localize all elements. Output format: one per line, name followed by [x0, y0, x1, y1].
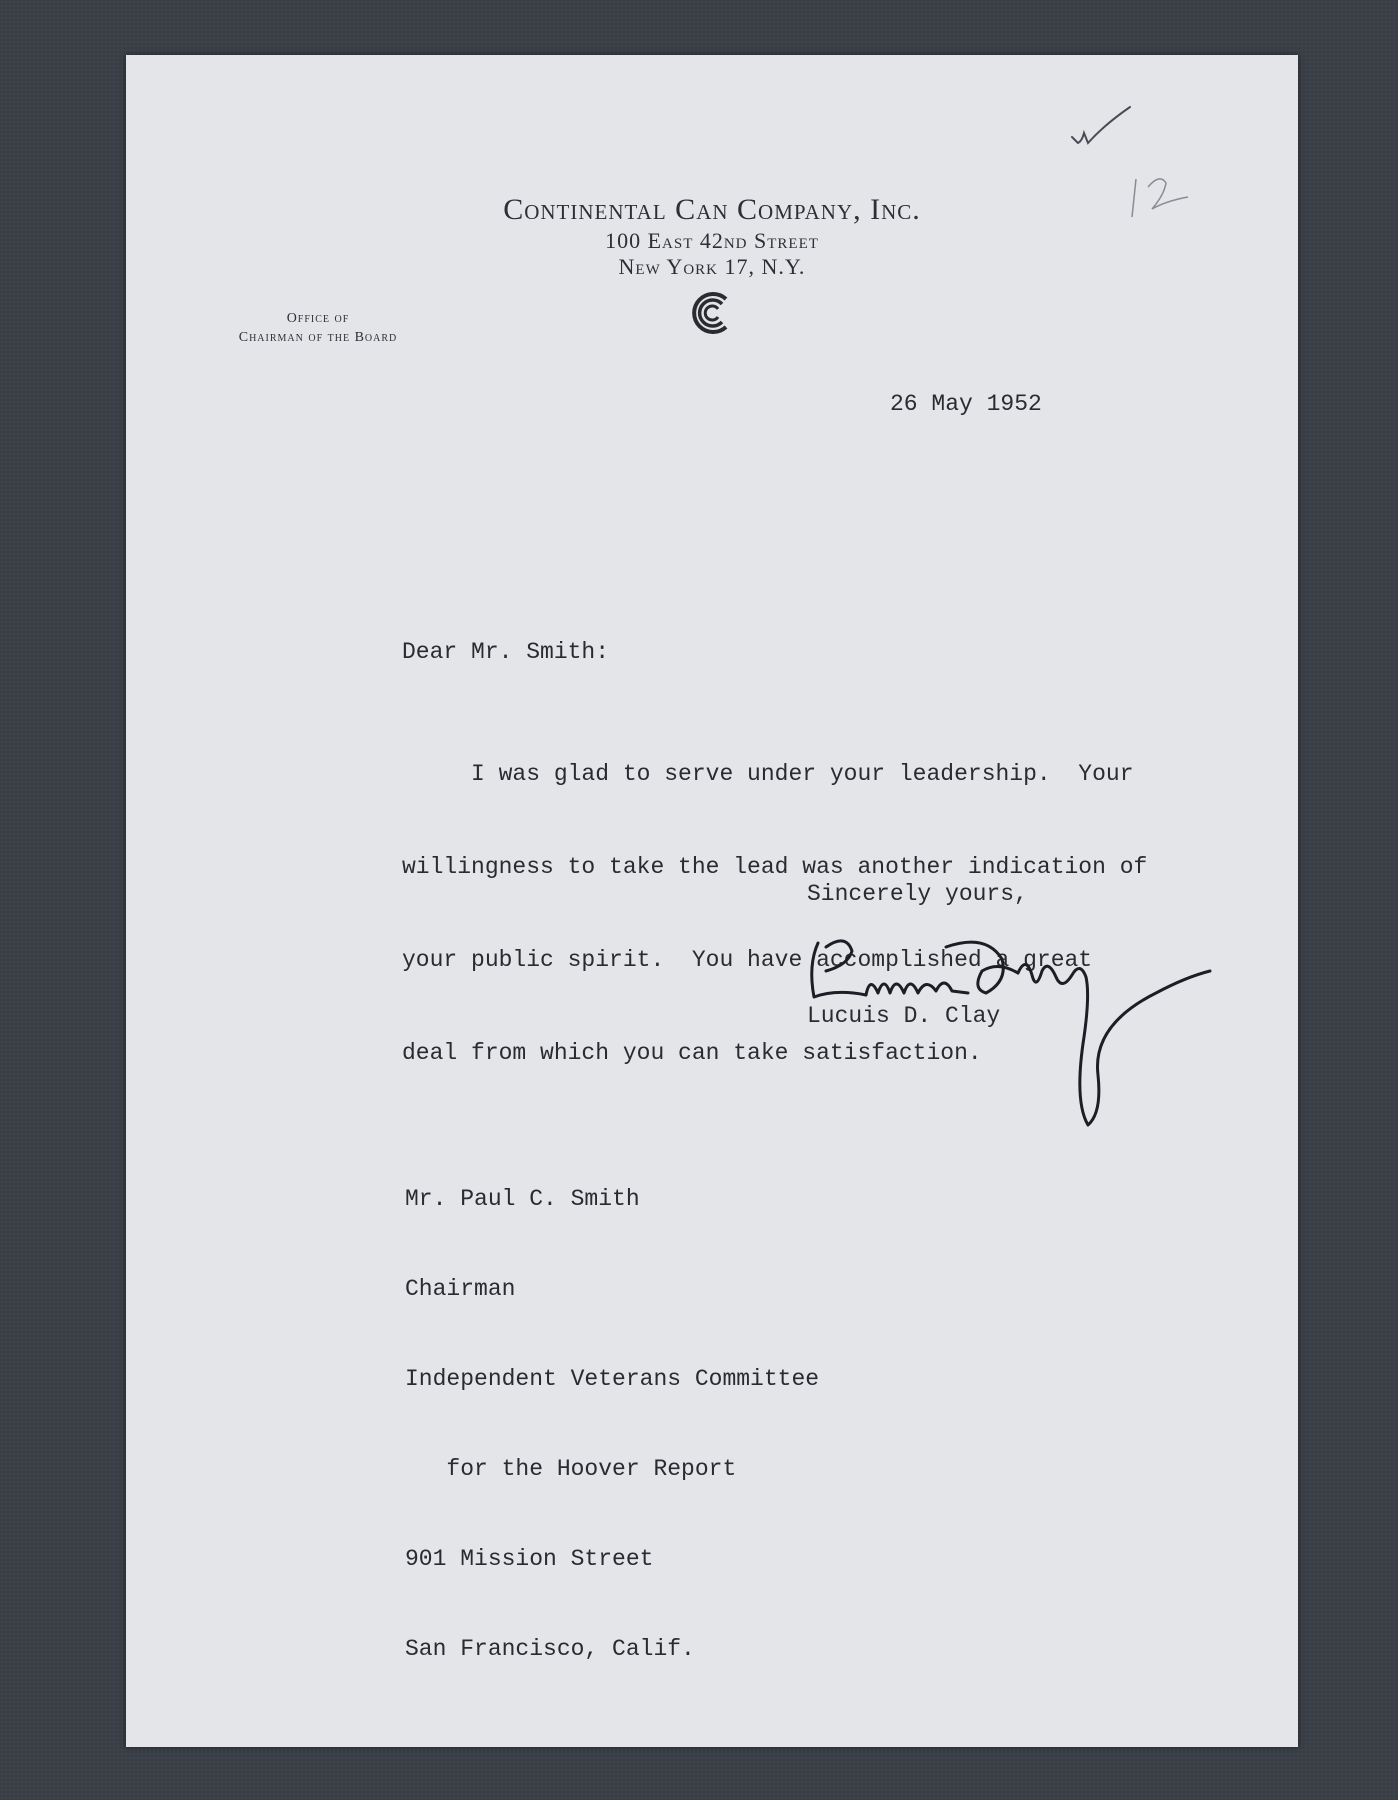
office-label	[208, 309, 428, 347]
address-line: San Francisco, Calif.	[405, 1636, 695, 1662]
closing: Sincerely yours,	[807, 881, 1028, 907]
body-line: deal from which you can take satisfaction.	[402, 1040, 982, 1066]
letter-sheet	[126, 55, 1298, 1747]
handwritten-check-mark	[1064, 85, 1134, 155]
address-line: for the Hoover Report	[405, 1456, 737, 1482]
address-line: Chairman	[405, 1276, 516, 1302]
recipient-address	[405, 1124, 819, 1724]
address-line: Mr. Paul C. Smith	[405, 1186, 640, 1212]
body-line: your public spirit. You have accomplished a great	[402, 947, 1093, 973]
body-line: I was glad to serve under your leadership. Your	[402, 761, 1134, 787]
address-line: Independent Veterans Committee	[405, 1366, 820, 1392]
handwritten-signature	[786, 925, 1246, 1185]
letterhead-street: 100 East 42nd Street	[605, 228, 819, 253]
letterhead-company-name: Continental Can Company, Inc.	[503, 193, 921, 226]
company-logo-icon	[686, 287, 738, 339]
letter-date: 26 May 1952	[890, 391, 1042, 417]
office-label-line1: Office of	[286, 311, 350, 326]
office-label-line2: Chairman of the Board	[238, 330, 398, 345]
signer-name: Lucuis D. Clay	[807, 1003, 1001, 1029]
body-line: willingness to take the lead was another indication of	[402, 854, 1148, 880]
address-line: 901 Mission Street	[405, 1546, 654, 1572]
letterhead-city: New York 17, N.Y.	[618, 254, 806, 279]
salutation: Dear Mr. Smith:	[402, 639, 610, 665]
